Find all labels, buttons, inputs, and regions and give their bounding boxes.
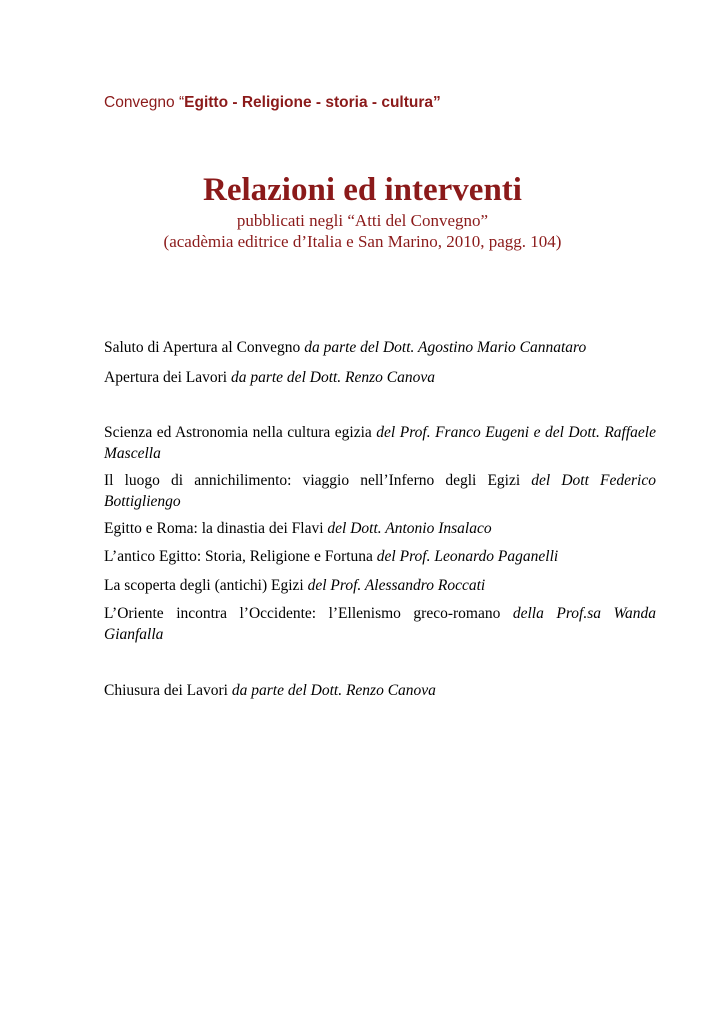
item-text: Egitto e Roma: la dinastia dei Flavi [104, 520, 328, 537]
item-author: da parte del Dott. Renzo Canova [230, 369, 436, 386]
item-author: del Prof. Leonardo Paganelli [376, 548, 559, 565]
list-item [104, 422, 656, 464]
list-item [104, 518, 656, 539]
item-text: L’antico Egitto: Storia, Religione e Fortuna [104, 548, 377, 565]
page-subtitle-2: (acadèmia editrice d’Italia e San Marino, 2010, pagg. 104) [163, 232, 562, 251]
conference-prefix: Convegno “ [104, 94, 185, 111]
conference-header [104, 94, 441, 112]
item-text: Il luogo di annichilimento: viaggio nell’Inferno degli Egizi [104, 472, 532, 489]
item-author: del Prof. Alessandro Roccati [307, 577, 486, 594]
item-author: del Prof. Franco Eugeni e del Dott. Raffaele Mascella [104, 424, 656, 462]
conference-title: Egitto - Religione - storia - cultura” [184, 94, 441, 111]
list-item [104, 603, 656, 645]
list-item [104, 575, 656, 596]
list-item [104, 680, 656, 701]
item-text: Saluto di Apertura al Convegno [104, 339, 305, 356]
item-author: del Dott Federico Bottigliengo [104, 472, 656, 510]
page-title: Relazioni ed interventi [203, 172, 522, 208]
item-text: Scienza ed Astronomia nella cultura egizia [104, 424, 377, 441]
item-text: L’Oriente incontra l’Occidente: l’Ellenismo greco-romano [104, 605, 513, 622]
heading-block [0, 170, 725, 252]
list-item [104, 337, 656, 358]
item-text: Apertura dei Lavori [104, 369, 231, 386]
list-item [104, 546, 656, 567]
item-author: del Dott. Antonio Insalaco [327, 520, 492, 537]
list-item [104, 367, 656, 388]
item-text: Chiusura dei Lavori [104, 682, 232, 699]
item-author: da parte del Dott. Agostino Mario Cannataro [304, 339, 587, 356]
list-item [104, 470, 656, 512]
item-text: La scoperta degli (antichi) Egizi [104, 577, 308, 594]
page-subtitle-1: pubblicati negli “Atti del Convegno” [236, 211, 489, 230]
item-author: da parte del Dott. Renzo Canova [231, 682, 436, 699]
item-author: della Prof.sa Wanda Gianfalla [104, 605, 656, 643]
